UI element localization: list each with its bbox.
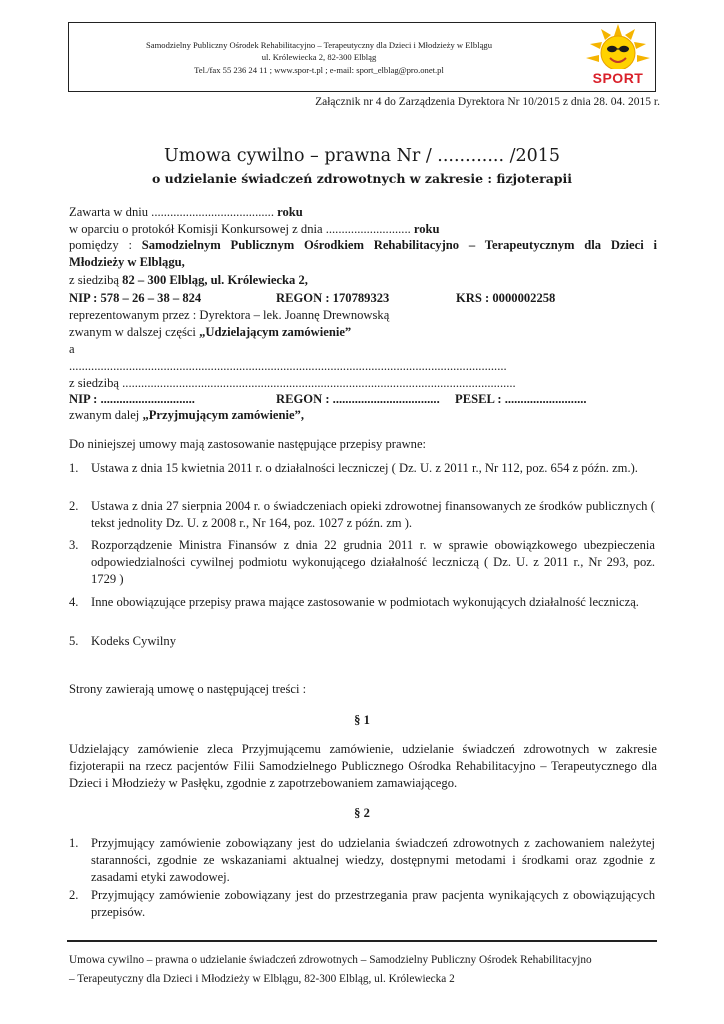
- list-item-number: 3.: [69, 538, 79, 552]
- basis-line: [69, 221, 440, 237]
- list-item-number: 1.: [69, 836, 79, 850]
- basis-year: roku: [410, 222, 440, 236]
- list-item-text: Rozporządzenie Ministra Finansów z dnia 22 grudnia 2011 r. w sprawie obowiązkowego ubezpieczenia odpowiedzialności cywilnej podmiotu wykonującego działalność leczniczą ( Dz. U. z 2011 r., Nr 293, poz. 1729 ): [91, 538, 655, 586]
- list-item-text: Przyjmujący zamówienie zobowiązany jest do przestrzegania praw pacjenta wynikających z obowiązujących przepisów.: [91, 888, 655, 919]
- section-1-heading: § 1: [354, 713, 370, 727]
- contractor-name-dots: ...........................................................................................................................................: [69, 359, 507, 373]
- provisions-intro: Do niniejszej umowy mają zastosowanie następujące przepisy prawne:: [69, 437, 427, 451]
- letterhead-contact: Tel./fax 55 236 24 11 ; www.spor-t.pl ; e-mail: sport_elblag@pro.onet.pl: [194, 64, 444, 75]
- seat-label: z siedzibą: [69, 273, 123, 287]
- concluded-date-year: roku: [273, 205, 303, 219]
- contractor-nip: NIP : ..............................: [69, 392, 195, 406]
- seat-line: [69, 272, 308, 288]
- called2-label: zwanym dalej: [69, 408, 143, 422]
- called2-role: „Przyjmującym zamówienie”,: [142, 408, 305, 422]
- section-2-heading: § 2: [354, 806, 370, 820]
- footer-line-1: Umowa cywilno – prawna o udzielanie świadczeń zdrowotnych – Samodzielny Publiczny Ośrodek Rehabilitacyjno: [69, 954, 592, 966]
- logo-wordmark: SPORT: [592, 70, 644, 86]
- list-item-number: 5.: [69, 634, 79, 648]
- contractor-regon: REGON : ..................................: [276, 392, 440, 406]
- list-item-number: 1.: [69, 461, 79, 475]
- nip-value: NIP : 578 – 26 – 38 – 824: [69, 291, 202, 305]
- letterhead-address: ul. Królewiecka 2, 82-300 Elbląg: [261, 52, 377, 63]
- called2-line: [69, 407, 304, 423]
- list-item-text: Inne obowiązujące przepisy prawa mające zastosowanie w podmiotach wykonujących działalność leczniczą.: [91, 595, 639, 609]
- between-label: pomiędzy :: [69, 238, 142, 252]
- list-item-text: Kodeks Cywilny: [91, 634, 177, 648]
- between-party-name: Samodzielnym Publicznym Ośrodkiem Rehabilitacyjno – Terapeutycznym dla Dzieci i: [141, 238, 657, 252]
- letterhead: [68, 22, 656, 92]
- contract-title: Umowa cywilno – prawna Nr / ............ /2015: [163, 146, 561, 166]
- called-line: [69, 324, 351, 340]
- list-item-text: Ustawa z dnia 27 sierpnia 2004 r. o świadczeniach opieki zdrowotnej finansowanych ze środków publicznych ( tekst jednolity Dz. U. z 2008 r., Nr 164, poz. 1027 z późn. zm ).: [91, 499, 655, 530]
- agreement-intro: Strony zawierają umowę o następującej treści :: [69, 682, 307, 696]
- between-line: [69, 237, 657, 253]
- concluded-date-line: [69, 204, 303, 220]
- called-role: „Udzielającym zamówienie”: [199, 325, 352, 339]
- regon-value: REGON : 170789323: [276, 291, 390, 305]
- list-item-number: 2.: [69, 888, 79, 902]
- sport-logo-icon: [583, 24, 653, 90]
- list-item-number: 4.: [69, 595, 79, 609]
- annex-note: Załącznik nr 4 do Zarządzenia Dyrektora Nr 10/2015 z dnia 28. 04. 2015 r.: [315, 96, 660, 108]
- contractor-pesel: PESEL : ..........................: [455, 392, 587, 406]
- concluded-date-text: Zawarta w dniu .......................................: [69, 205, 274, 219]
- represented-line: reprezentowanym przez : Dyrektora – lek. Joannę Drewnowską: [69, 308, 390, 322]
- letterhead-institution: Samodzielny Publiczny Ośrodek Rehabilitacyjno – Terapeutyczny dla Dzieci i Młodzieży w Elblągu: [146, 40, 492, 50]
- footer-line-2: – Terapeutyczny dla Dzieci i Młodzieży w Elblągu, 82-300 Elbląg, ul. Królewiecka 2: [69, 973, 455, 985]
- basis-text: w oparciu o protokół Komisji Konkursowej z dnia ...........................: [69, 222, 411, 236]
- between-line-2: Młodzieży w Elblągu,: [69, 255, 185, 269]
- section-1-text: Udzielający zamówienie zleca Przyjmującemu zamówienie, udzielanie świadczeń zdrowotnych w zakresie fizjoterapii na rzecz pacjentów Filii Samodzielnego Publicznego Ośrodka Rehabilitacyjno – Terapeutycznego dla Dzieci i Młodzieży w Pasłęku, zgodnie z zapotrzebowaniem zamawiającego.: [69, 742, 657, 790]
- seat-address: 82 – 300 Elbląg, ul. Królewiecka 2,: [122, 273, 308, 287]
- footer-divider: [67, 940, 657, 942]
- krs-value: KRS : 0000002258: [456, 291, 556, 305]
- list-item-number: 2.: [69, 499, 79, 513]
- page-footer: [69, 951, 657, 989]
- and-line: a: [69, 342, 75, 356]
- list-item-text: Przyjmujący zamówienie zobowiązany jest do udzielania świadczeń zdrowotnych z zachowaniem należytej staranności, zgodnie ze wskazaniami aktualnej wiedzy, dostępnymi metodami i środkami oraz zgodnie z zasadami etyki zawodowej.: [91, 836, 655, 884]
- list-item-text: Ustawa z dnia 15 kwietnia 2011 r. o działalności leczniczej ( Dz. U. z 2011 r., Nr 112, poz. 654 z późn. zm.).: [91, 461, 638, 475]
- letterhead-text: [69, 39, 569, 76]
- contract-subtitle: o udzielanie świadczeń zdrowotnych w zakresie : fizjoterapii: [151, 171, 573, 186]
- called-label: zwanym w dalszej części: [69, 325, 200, 339]
- contractor-seat-dots: z siedzibą .............................................................................................................................: [69, 376, 516, 390]
